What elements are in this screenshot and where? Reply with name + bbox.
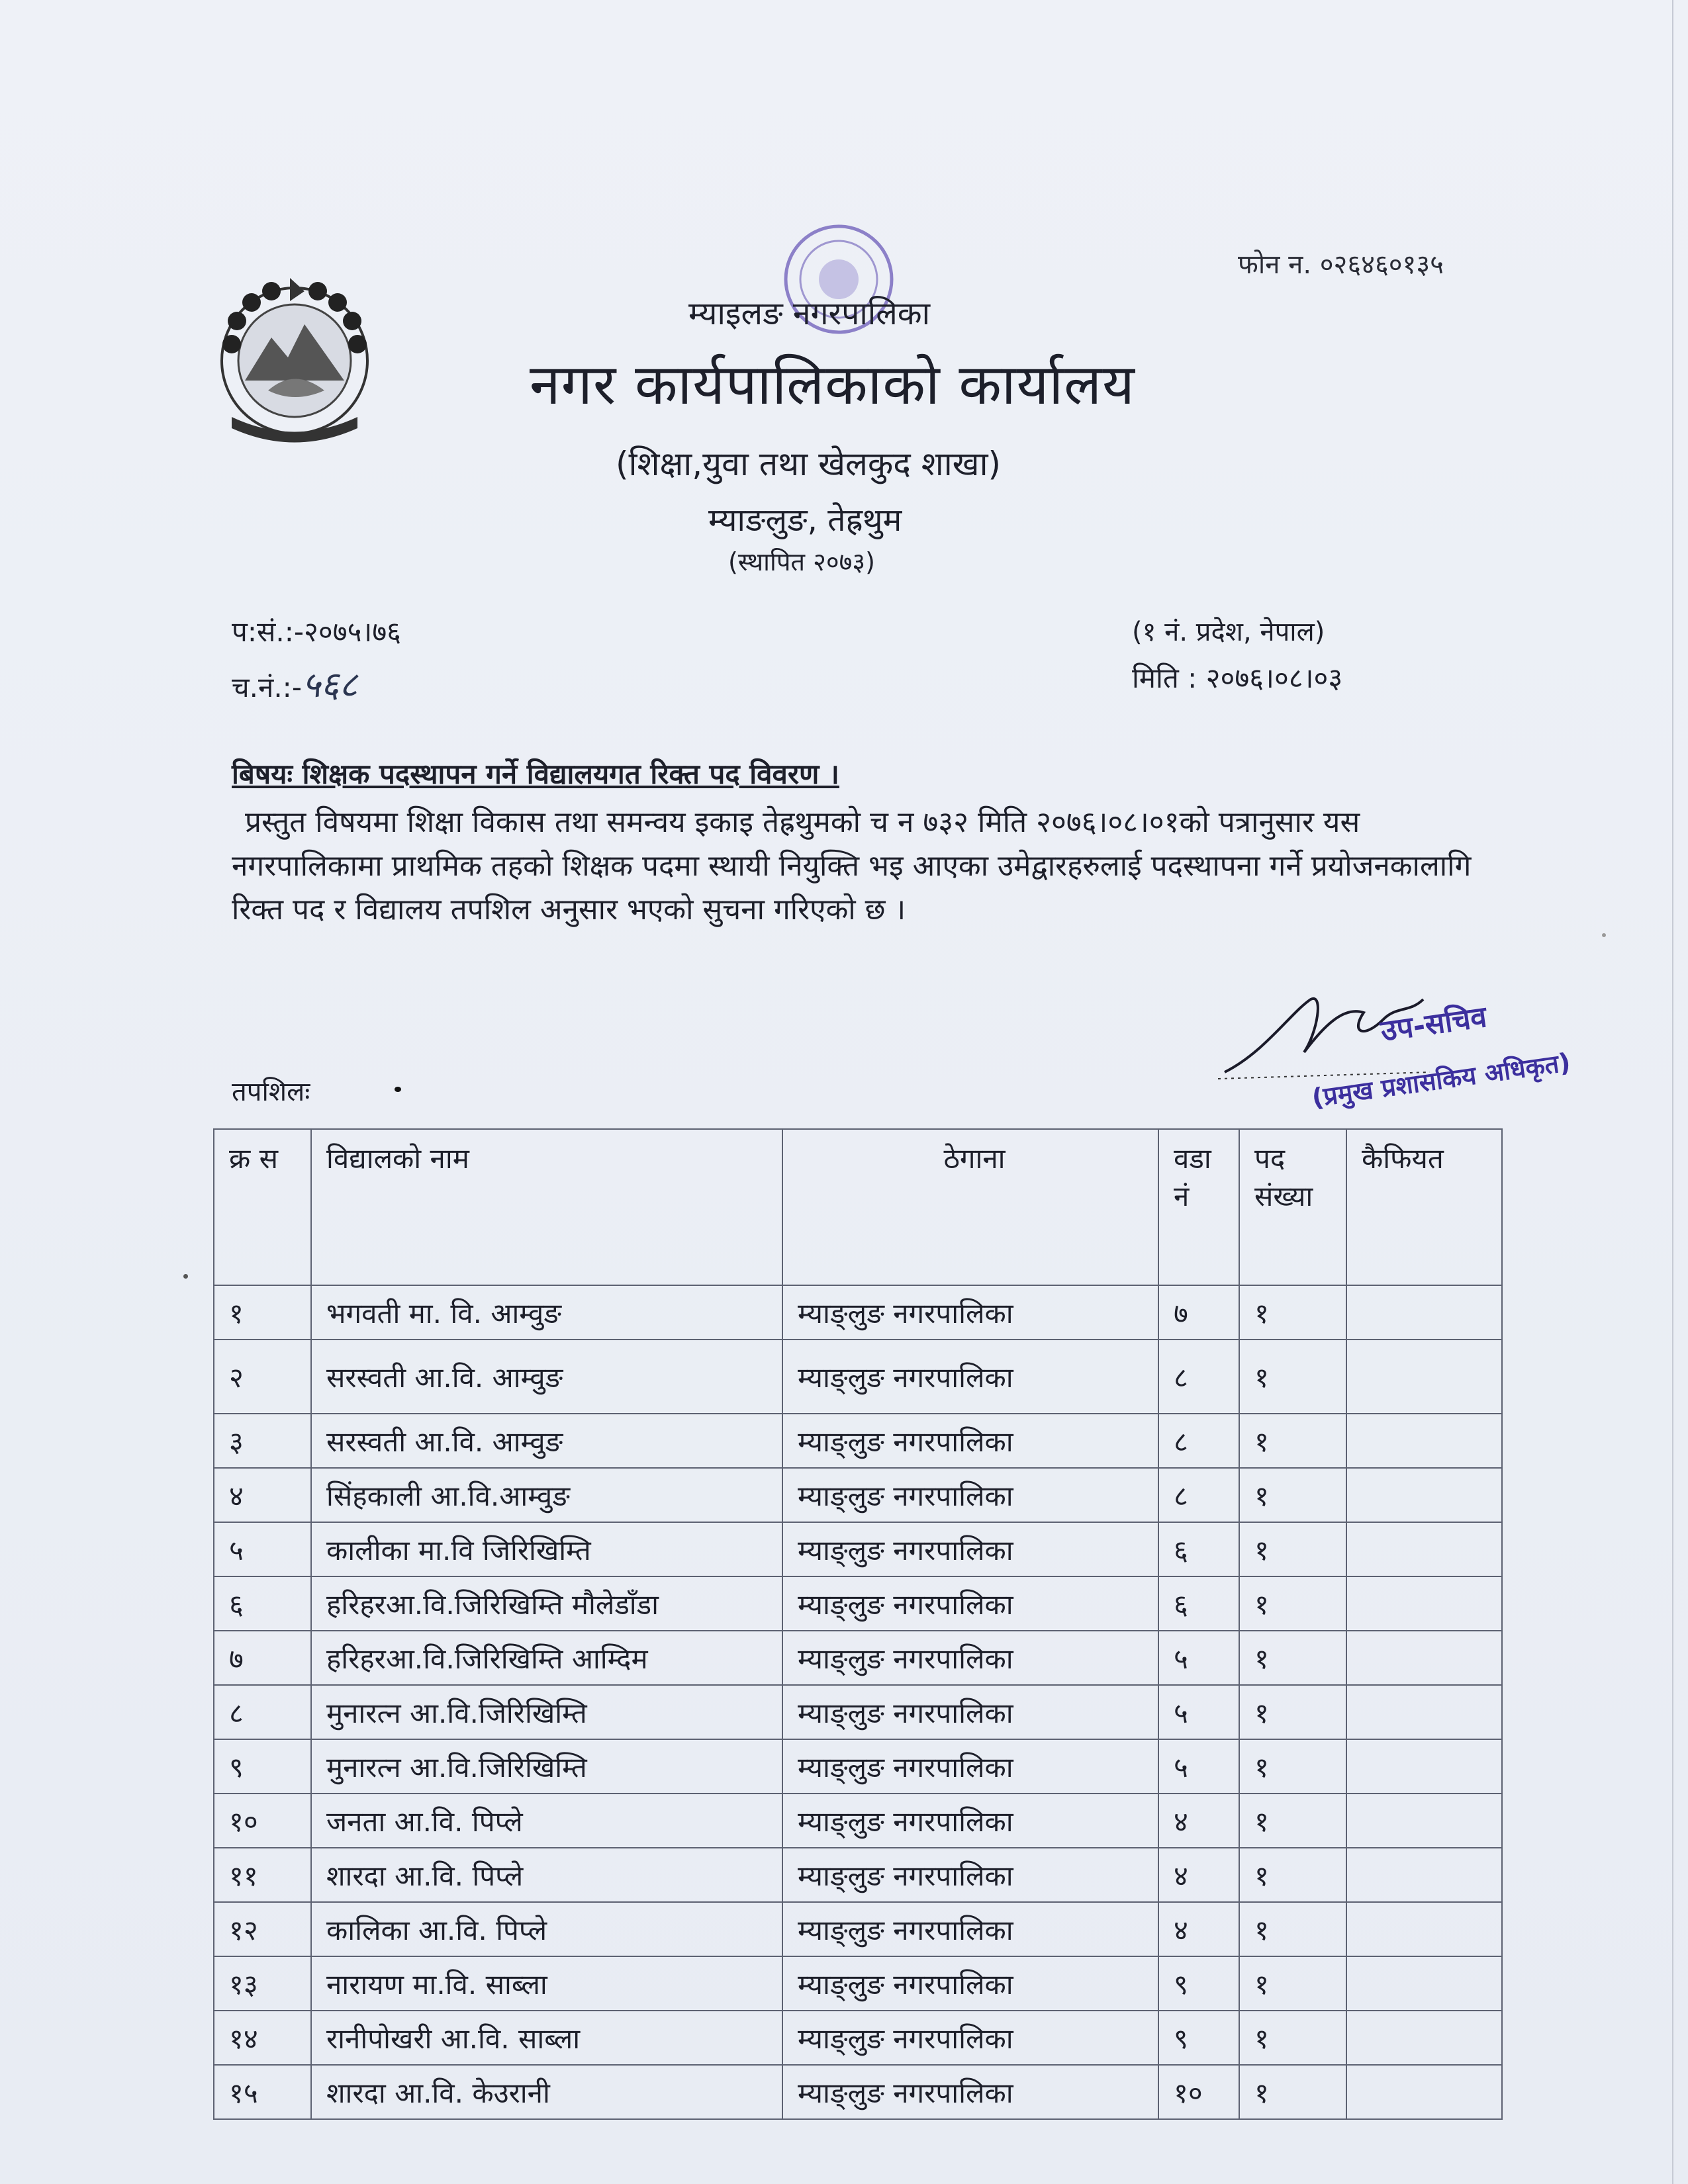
col-header-remarks: कैफियत (1346, 1129, 1502, 1285)
cell-school: जनता आ.वि. पिप्ले (311, 1794, 782, 1848)
cell-sn: ४ (214, 1468, 311, 1522)
cell-posts: १ (1239, 1739, 1346, 1794)
cell-sn: १ (214, 1285, 311, 1340)
cell-posts: १ (1239, 1956, 1346, 2011)
cell-ward: ४ (1158, 1848, 1239, 1902)
cell-posts: १ (1239, 1685, 1346, 1739)
cell-school: नारायण मा.वि. साब्ला (311, 1956, 782, 2011)
branch-name: (शिक्षा,युवा तथा खेलकुद शाखा) (616, 445, 1002, 483)
cell-remarks (1346, 1414, 1502, 1468)
cell-address: म्याङ्लुङ नगरपालिका (782, 1340, 1158, 1414)
cell-posts: १ (1239, 1848, 1346, 1902)
cell-sn: १४ (214, 2011, 311, 2065)
cell-remarks (1346, 1631, 1502, 1685)
cell-address: म्याङ्लुङ नगरपालिका (782, 1848, 1158, 1902)
cell-address: म्याङ्लुङ नगरपालिका (782, 1522, 1158, 1576)
cell-address: म्याङ्लुङ नगरपालिका (782, 1902, 1158, 1956)
cell-address: म्याङ्लुङ नगरपालिका (782, 1631, 1158, 1685)
cell-school: मुनारत्न आ.वि.जिरिखिम्ति (311, 1685, 782, 1739)
cell-sn: ११ (214, 1848, 311, 1902)
details-label: तपशिलः (232, 1077, 310, 1107)
cell-posts: १ (1239, 2011, 1346, 2065)
table-row (214, 1902, 1502, 1956)
table-row (214, 1956, 1502, 2011)
cell-ward: ६ (1158, 1522, 1239, 1576)
cell-remarks (1346, 1522, 1502, 1576)
cell-posts: १ (1239, 1468, 1346, 1522)
cell-ward: ६ (1158, 1576, 1239, 1631)
signatory-title: उप-सचिव (1378, 1000, 1489, 1048)
cell-school: कालिका आ.वि. पिप्ले (311, 1902, 782, 1956)
table-row (214, 2011, 1502, 2065)
cell-remarks (1346, 1956, 1502, 2011)
table-row (214, 1285, 1502, 1340)
cell-remarks (1346, 1739, 1502, 1794)
col-header-address: ठेगाना (782, 1129, 1158, 1285)
cell-remarks (1346, 1285, 1502, 1340)
letter-date: मिति : २०७६।०८।०३ (1132, 662, 1343, 694)
cell-sn: १० (214, 1794, 311, 1848)
cell-ward: ४ (1158, 1902, 1239, 1956)
cell-ward: ८ (1158, 1340, 1239, 1414)
cell-sn: ७ (214, 1631, 311, 1685)
cell-address: म्याङ्लुङ नगरपालिका (782, 1576, 1158, 1631)
dispatch-handwritten-value: ५६८ (302, 664, 358, 705)
cell-sn: ९ (214, 1739, 311, 1794)
cell-address: म्याङ्लुङ नगरपालिका (782, 2011, 1158, 2065)
col-header-ward: वडा नं (1158, 1129, 1239, 1285)
table-body (214, 1285, 1502, 2119)
cell-ward: ५ (1158, 1631, 1239, 1685)
cell-school: हरिहरआ.वि.जिरिखिम्ति आम्दिम (311, 1631, 782, 1685)
nepal-emblem-icon (205, 275, 384, 447)
cell-address: म्याङ्लुङ नगरपालिका (782, 1285, 1158, 1340)
cell-ward: ९ (1158, 2011, 1239, 2065)
cell-posts: १ (1239, 1414, 1346, 1468)
col-header-posts: पद संख्या (1239, 1129, 1346, 1285)
dispatch-label: च.नं.:- (232, 671, 302, 704)
cell-school: रानीपोखरी आ.वि. साब्ला (311, 2011, 782, 2065)
cell-remarks (1346, 1848, 1502, 1902)
cell-sn: १३ (214, 1956, 311, 2011)
cell-school: सिंहकाली आ.वि.आम्वुङ (311, 1468, 782, 1522)
cell-address: म्याङ्लुङ नगरपालिका (782, 1956, 1158, 2011)
cell-sn: ६ (214, 1576, 311, 1631)
cell-posts: १ (1239, 1522, 1346, 1576)
page-edge (1672, 0, 1673, 2184)
cell-address: म्याङ्लुङ नगरपालिका (782, 1468, 1158, 1522)
ink-dot (183, 1274, 188, 1279)
col-header-school: विद्यालको नाम (311, 1129, 782, 1285)
table-header-row (214, 1129, 1502, 1285)
cell-sn: ८ (214, 1685, 311, 1739)
cell-remarks (1346, 1576, 1502, 1631)
table-row (214, 1631, 1502, 1685)
office-location: म्याङलुङ, तेह्रथुम (708, 502, 902, 539)
cell-address: म्याङ्लुङ नगरपालिका (782, 1685, 1158, 1739)
cell-remarks (1346, 1685, 1502, 1739)
table-row (214, 1739, 1502, 1794)
cell-ward: ५ (1158, 1685, 1239, 1739)
cell-school: भगवती मा. वि. आम्वुङ (311, 1285, 782, 1340)
cell-school: शारदा आ.वि. केउरानी (311, 2065, 782, 2119)
cell-remarks (1346, 2065, 1502, 2119)
signatory-designation: (प्रमुख प्रशासकिय अधिकृत) (1309, 1047, 1573, 1113)
table-row (214, 1340, 1502, 1414)
cell-posts: १ (1239, 2065, 1346, 2119)
cell-posts: १ (1239, 1794, 1346, 1848)
cell-posts: १ (1239, 1340, 1346, 1414)
cell-sn: २ (214, 1340, 311, 1414)
cell-remarks (1346, 1468, 1502, 1522)
table-row (214, 2065, 1502, 2119)
table-row (214, 1414, 1502, 1468)
dispatch-number (232, 659, 357, 707)
table-row (214, 1522, 1502, 1576)
cell-school: मुनारत्न आ.वि.जिरिखिम्ति (311, 1739, 782, 1794)
established-year: (स्थापित २०७३) (728, 547, 876, 576)
table-row (214, 1794, 1502, 1848)
cell-remarks (1346, 2011, 1502, 2065)
table-row (214, 1468, 1502, 1522)
ink-dot (395, 1087, 401, 1092)
body-paragraph (232, 801, 1496, 932)
body-text: प्रस्तुत विषयमा शिक्षा विकास तथा समन्वय इकाइ तेह्रथुमको च न ७३२ मिति २०७६।०८।०१को पत्रानुसार यस नगरपालिकामा प्राथमिक तहको शिक्षक पदमा स्थायी नियुक्ति भइ आएका उमेद्वारहरुलाई पदस्थापना गर्ने प्रयोजनकालागि रिक्त पद र विद्यालय तपशिल अनुसार भएको सुचना गरिएको छ । (232, 805, 1472, 927)
subject-line: बिषयः शिक्षक पदस्थापन गर्ने विद्यालयगत रिक्त पद विवरण । (232, 758, 839, 790)
cell-sn: १२ (214, 1902, 311, 1956)
cell-address: म्याङ्लुङ नगरपालिका (782, 1739, 1158, 1794)
cell-school: शारदा आ.वि. पिप्ले (311, 1848, 782, 1902)
cell-address: म्याङ्लुङ नगरपालिका (782, 2065, 1158, 2119)
cell-ward: १० (1158, 2065, 1239, 2119)
cell-remarks (1346, 1794, 1502, 1848)
table-row (214, 1576, 1502, 1631)
col-header-sn: क्र स (214, 1129, 311, 1285)
cell-sn: ५ (214, 1522, 311, 1576)
cell-address: म्याङ्लुङ नगरपालिका (782, 1414, 1158, 1468)
cell-address: म्याङ्लुङ नगरपालिका (782, 1794, 1158, 1848)
cell-posts: १ (1239, 1285, 1346, 1340)
province-label: (१ नं. प्रदेश, नेपाल) (1132, 617, 1325, 647)
cell-remarks (1346, 1902, 1502, 1956)
phone-number: फोन न. ०२६४६०१३५ (1238, 250, 1444, 280)
cell-posts: १ (1239, 1902, 1346, 1956)
cell-remarks (1346, 1340, 1502, 1414)
cell-ward: ८ (1158, 1414, 1239, 1468)
cell-sn: ३ (214, 1414, 311, 1468)
cell-posts: १ (1239, 1631, 1346, 1685)
cell-ward: ८ (1158, 1468, 1239, 1522)
cell-sn: १५ (214, 2065, 311, 2119)
cell-ward: ७ (1158, 1285, 1239, 1340)
cell-school: हरिहरआ.वि.जिरिखिम्ति मौलेडाँडा (311, 1576, 782, 1631)
table-row (214, 1848, 1502, 1902)
table-row (214, 1685, 1502, 1739)
cell-ward: ४ (1158, 1794, 1239, 1848)
municipality-name: म्याइलङ नगरपालिका (688, 295, 931, 332)
cell-ward: ५ (1158, 1739, 1239, 1794)
cell-school: सरस्वती आ.वि. आम्वुङ (311, 1340, 782, 1414)
cell-school: सरस्वती आ.वि. आम्वुङ (311, 1414, 782, 1468)
ink-dot (1602, 933, 1606, 937)
cell-school: कालीका मा.वि जिरिखिम्ति (311, 1522, 782, 1576)
cell-posts: १ (1239, 1576, 1346, 1631)
reference-number: प:सं.:-२०७५।७६ (232, 615, 402, 648)
office-title: नगर कार्यपालिकाको कार्यालय (530, 352, 1135, 417)
vacancy-table (213, 1128, 1503, 2120)
cell-ward: ९ (1158, 1956, 1239, 2011)
